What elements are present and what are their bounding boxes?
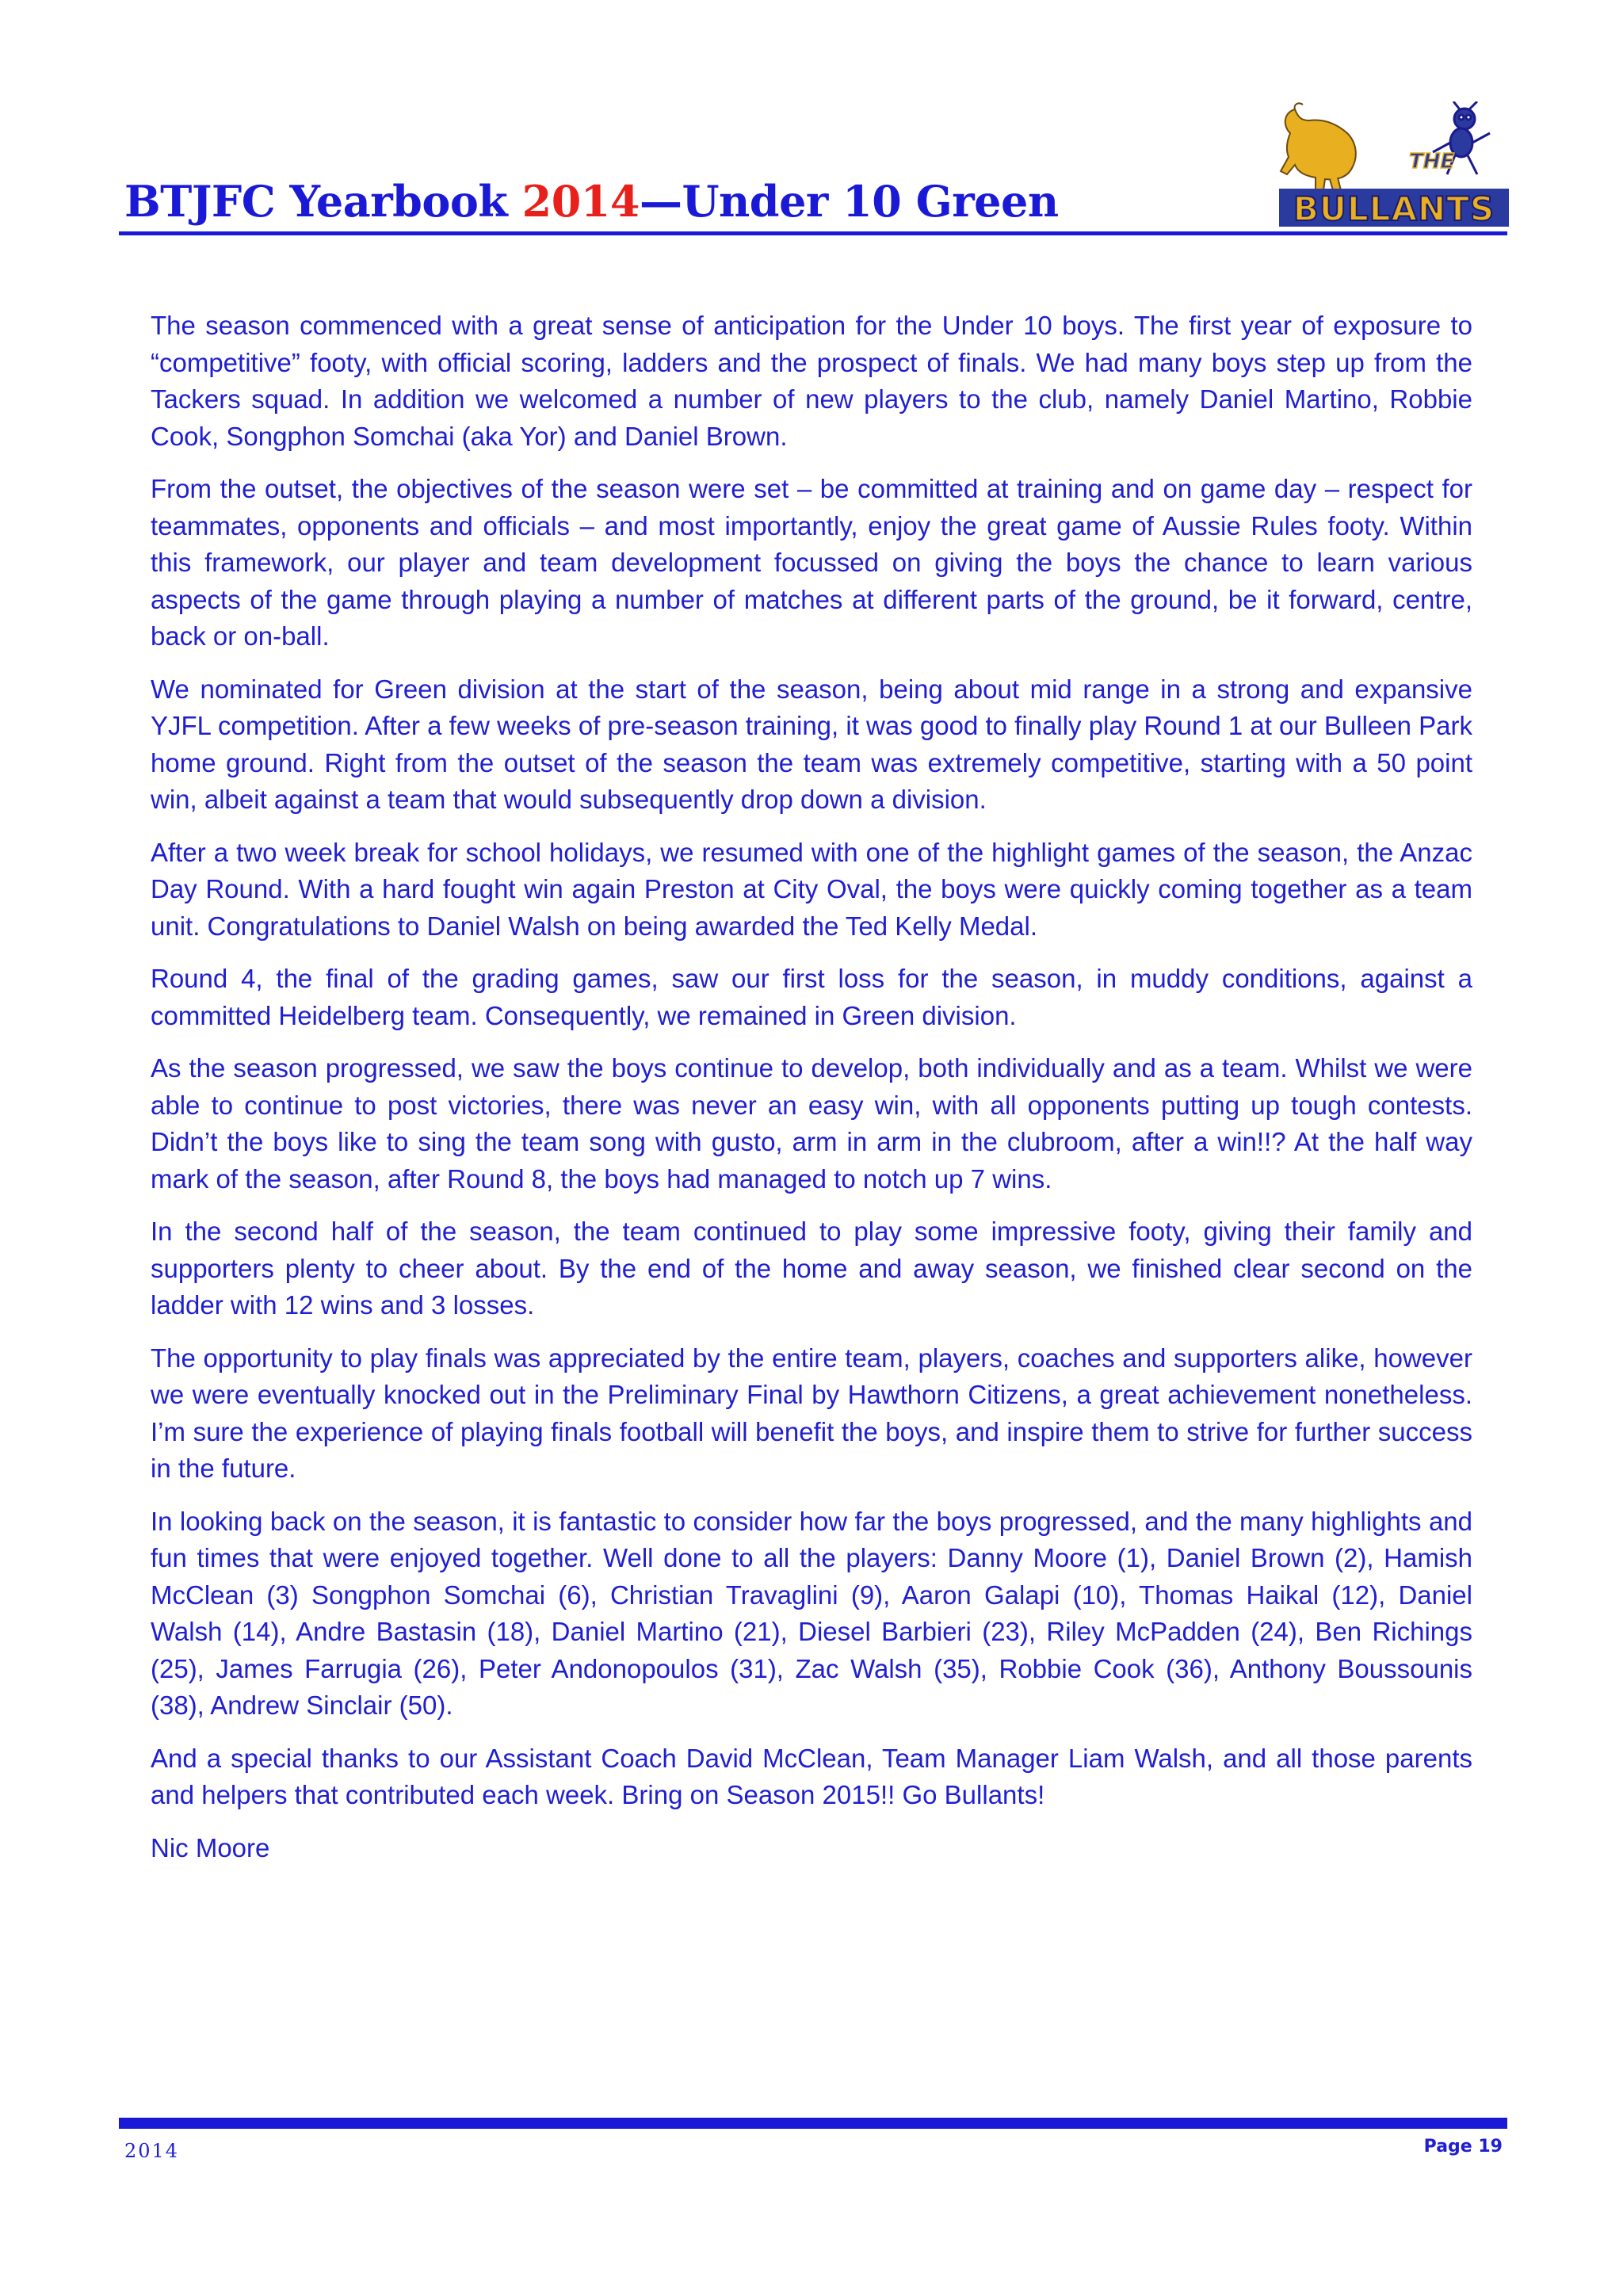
footer-year: 2014 — [124, 2140, 180, 2162]
logo-word-big: BULLANTS — [1293, 189, 1495, 228]
author-signoff: Nic Moore — [151, 1832, 270, 1862]
header-rule — [119, 231, 1507, 235]
bull-mascot-icon — [1281, 103, 1356, 190]
paragraph: As the season progressed, we saw the boys continue to develop, both individually and as a team. Whilst we were able to continue to post victories, there was never an easy win, with all opponents putting up tough contests. Didn’t the boys like to sing the team song with gusto, arm in arm in the clubroom, after a win!!? At the half way mark of the season, after Round 8, the boys had managed to notch up 7 wins. — [151, 1053, 1472, 1194]
page-number: Page 19 — [1423, 2137, 1503, 2157]
paragraph: The season commenced with a great sense of anticipation for the Under 10 boys. The first year of exposure to “competitive” footy, with official scoring, ladders and the prospect of finals. We had many boys step up from the Tackers squad. In addition we welcomed a number of new players to the club, namely Daniel Martino, Robbie Cook, Songphon Somchai (aka Yor) and Daniel Brown. — [151, 311, 1472, 451]
paragraph: And a special thanks to our Assistant Coach David McClean, Team Manager Liam Walsh, and all those parents and helpers that contributed each week. Bring on Season 2015!! Go Bullants! — [151, 1743, 1472, 1809]
paragraph: In the second half of the season, the team continued to play some impressive footy, giving their family and supporters plenty to cheer about. By the end of the home and away season, we finished clear second on the ladder with 12 wins and 3 losses. — [151, 1217, 1472, 1320]
paragraph: We nominated for Green division at the start of the season, being about mid range in a strong and expansive YJFL competition. After a few weeks of pre-season training, it was good to finally play Round 1 at our Bulleen Park home ground. Right from the outset of the season the team was extremely competitive, starting with a 50 point win, albeit against a team that would subsequently drop down a division. — [151, 674, 1472, 814]
title-year: 2014 — [521, 176, 640, 227]
article-body — [151, 308, 1472, 1882]
footer-rule — [119, 2118, 1507, 2129]
title-prefix: BTJFC Yearbook — [124, 176, 522, 227]
bullants-logo — [1274, 101, 1512, 230]
page-title — [124, 176, 1059, 227]
paragraph: In looking back on the season, it is fantastic to consider how far the boys progressed, and the many highlights and fun times that were enjoyed together. Well done to all the players: Danny Moore (1), Daniel Brown (2), Hamish McClean (3) Songphon Somchai (6), Christian Travaglini (9), Aaron Galapi (10), Thomas Haikal (12), Daniel Walsh (14), Andre Bastasin (18), Daniel Martino (21), Diesel Barbieri (23), Riley McPadden (24), Ben Richings (25), James Farrugia (26), Peter Andonopoulos (31), Zac Walsh (35), Robbie Cook (36), Anthony Boussounis (38), Andrew Sinclair (50). — [151, 1506, 1472, 1720]
paragraph: After a two week break for school holidays, we resumed with one of the highlight games of the season, the Anzac Day Round. With a hard fought win again Preston at City Oval, the boys were quickly coming together as a team unit. Congratulations to Daniel Walsh on being awarded the Ted Kelly Medal. — [151, 837, 1472, 941]
paragraph: Round 4, the final of the grading games, saw our first loss for the season, in muddy conditions, against a committed Heidelberg team. Consequently, we remained in Green division. — [151, 964, 1472, 1030]
paragraph: From the outset, the objectives of the season were set – be committed at training and on game day – respect for teammates, opponents and officials – and most importantly, enjoy the great game of Aussie Rules footy. Within this framework, our player and team development focussed on giving the boys the chance to learn various aspects of the game through playing a number of matches at different parts of the ground, be it forward, centre, back or on-ball. — [151, 474, 1472, 651]
logo-word-small: THE — [1409, 150, 1455, 174]
title-suffix: —Under 10 Green — [639, 176, 1059, 227]
paragraph: The opportunity to play finals was appreciated by the entire team, players, coaches and supporters alike, however we were eventually knocked out in the Preliminary Final by Hawthorn Citizens, a great achievement nonetheless. I’m sure the experience of playing finals football will benefit the boys, and inspire them to strive for further success in the future. — [151, 1343, 1472, 1483]
